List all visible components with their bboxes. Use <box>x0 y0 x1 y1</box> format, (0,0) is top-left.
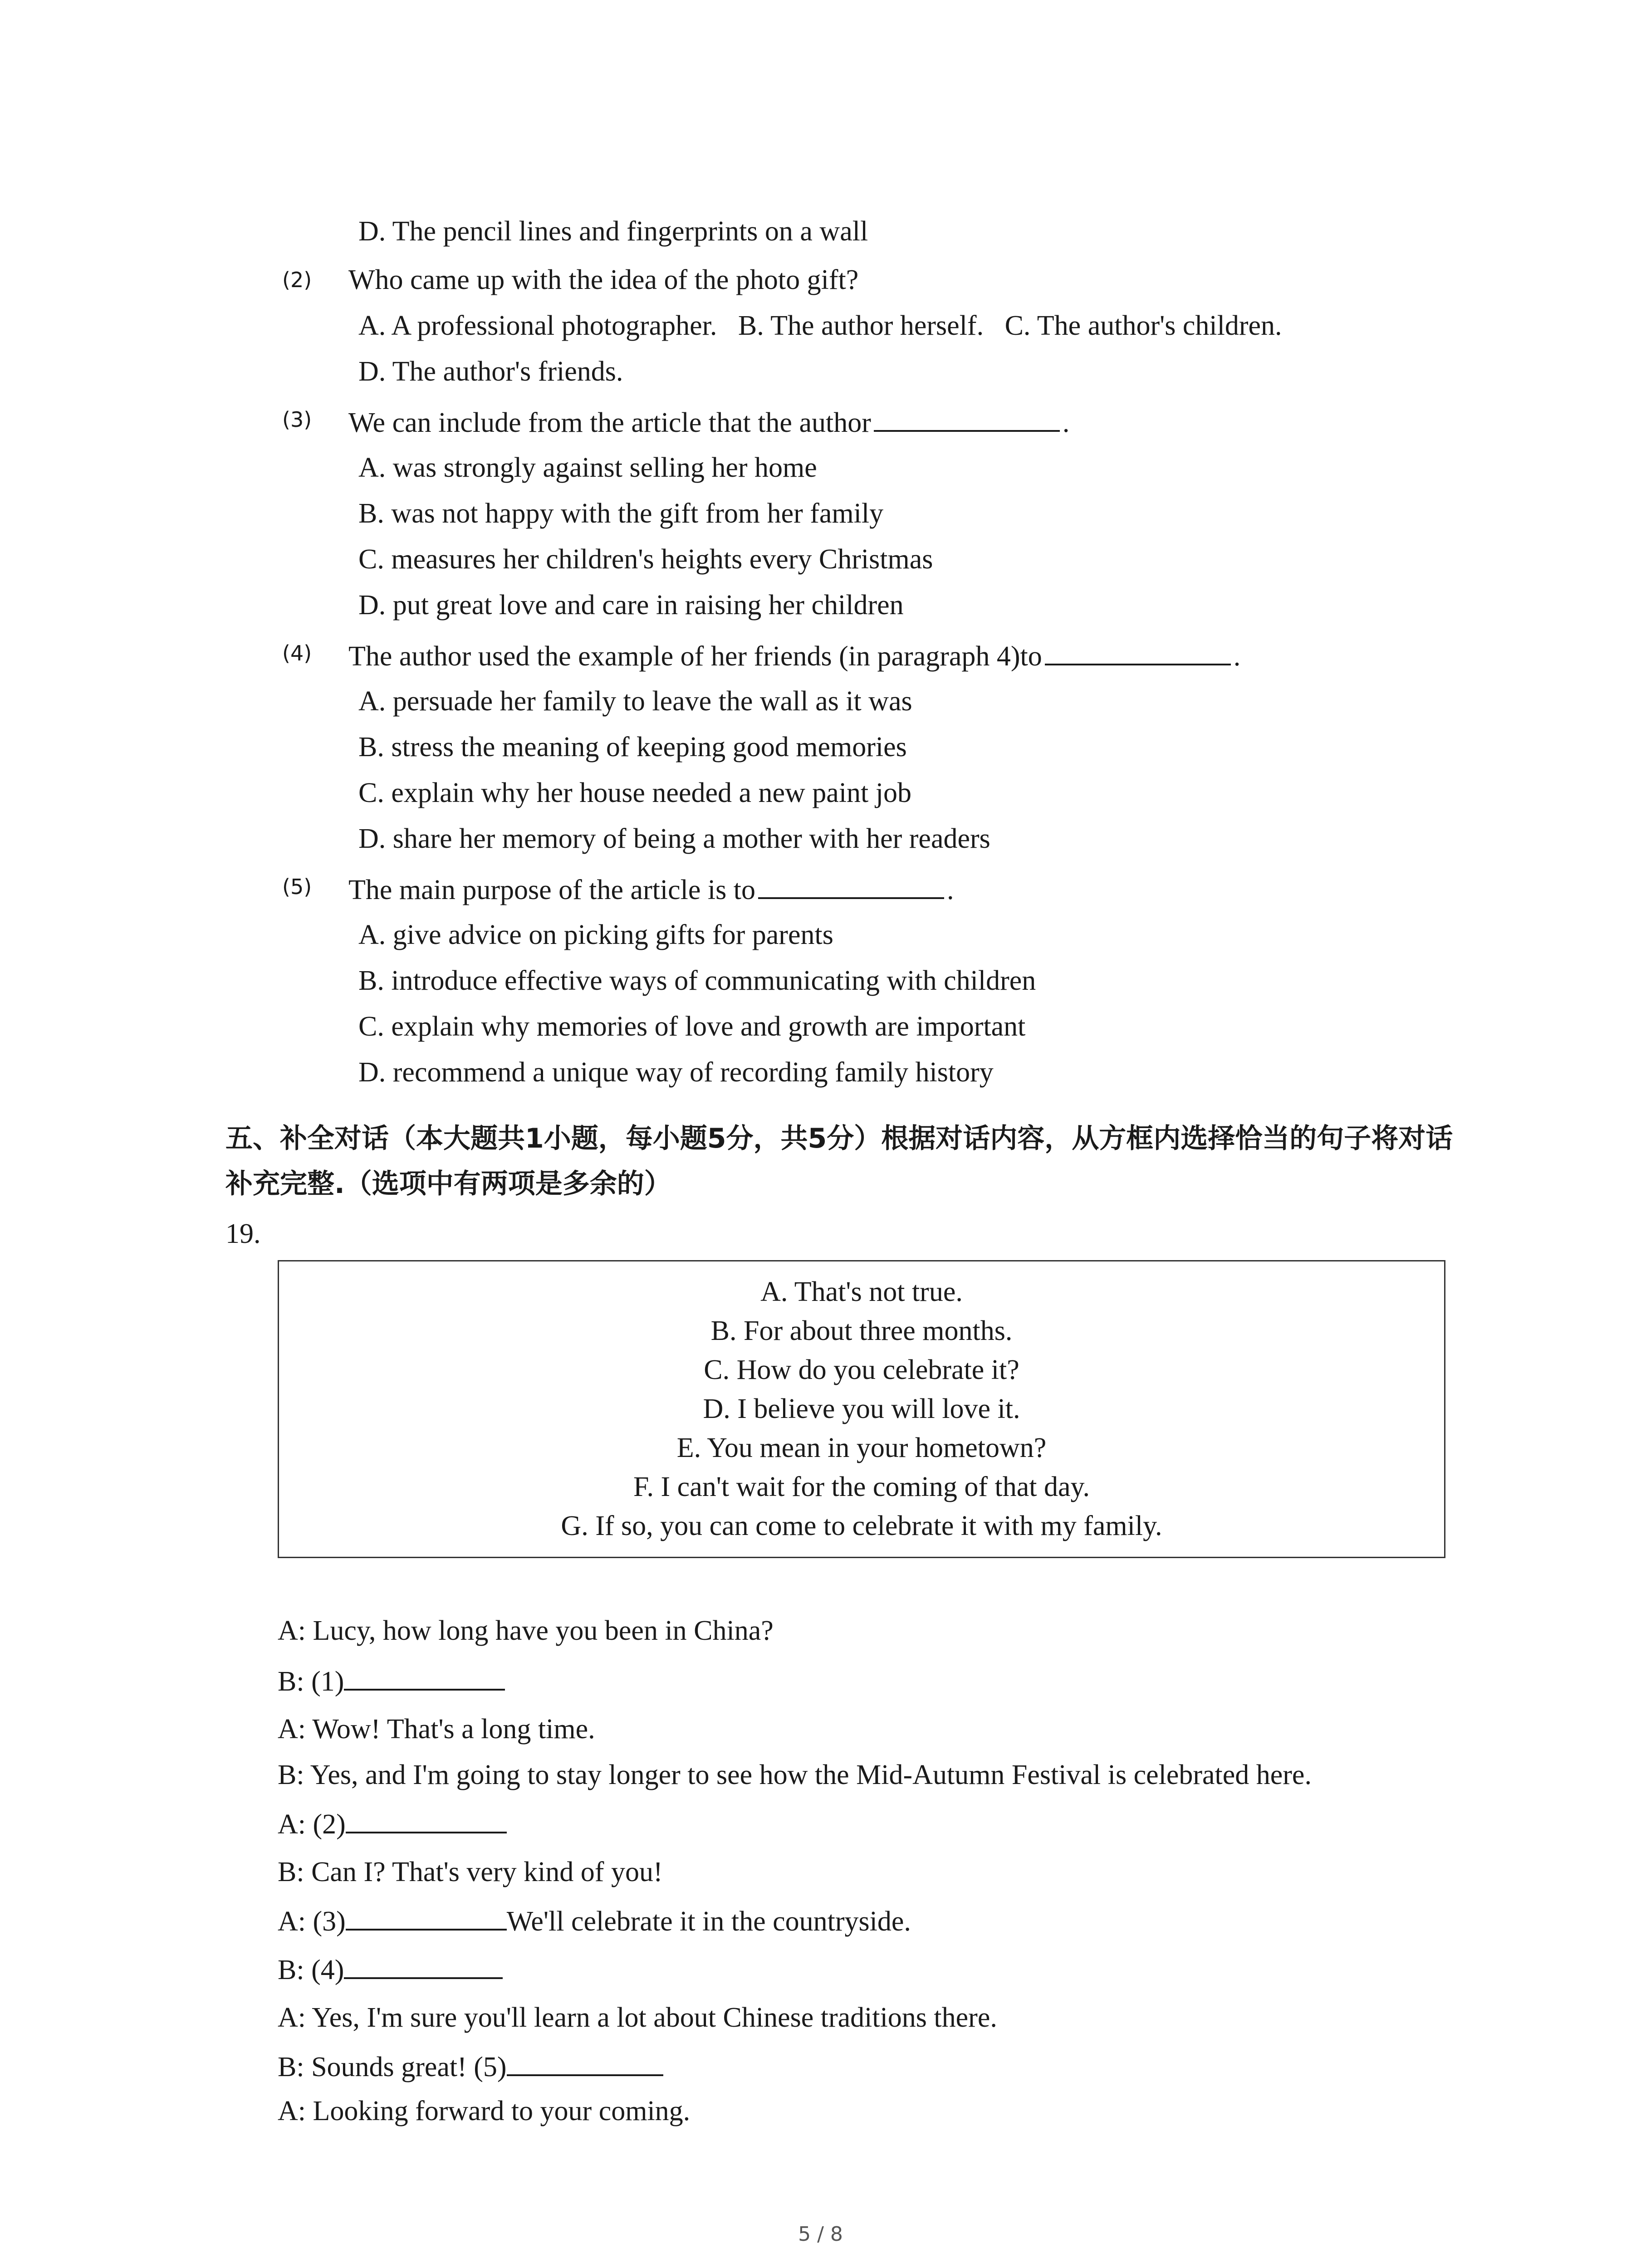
q3-end: . <box>1062 407 1070 438</box>
box-option-g: G. If so, you can come to celebrate it with my family. <box>561 1510 1162 1541</box>
q3-option-d: D. put great love and care in raising her children <box>358 590 904 621</box>
q2-options-abc: A. A professional photographer. B. The author herself. C. The author's children. <box>358 310 1282 341</box>
dialogue-blank-4[interactable] <box>344 1951 503 1979</box>
dialogue-b-4-label: B: (4) <box>278 1955 344 1985</box>
options-box <box>278 1260 1445 1558</box>
q4-number: (4) <box>282 641 312 665</box>
q3-stem-line <box>348 404 1069 441</box>
q5-option-d: D. recommend a unique way of recording family history <box>358 1057 994 1088</box>
q3-option-b: B. was not happy with the gift from her family <box>358 498 884 529</box>
box-option-d: D. I believe you will love it. <box>703 1393 1020 1424</box>
box-option-e: E. You mean in your hometown? <box>676 1432 1047 1463</box>
dialogue-line-3: A: Wow! That's a long time. <box>278 1714 595 1745</box>
q5-option-a: A. give advice on picking gifts for parents <box>358 919 833 950</box>
q4-option-a: A. persuade her family to leave the wall as it was <box>358 686 912 717</box>
dialogue-b-5-label: B: Sounds great! (5) <box>278 2052 507 2082</box>
box-option-a: A. That's not true. <box>760 1276 963 1307</box>
dialogue-blank-2[interactable] <box>346 1805 507 1833</box>
dialogue-a-3-label: A: (3) <box>278 1906 346 1937</box>
q4-stem-line <box>348 637 1240 675</box>
q3-stem: We can include from the article that the author <box>348 407 871 438</box>
dialogue-line-2 <box>278 1662 508 1700</box>
q4-end: . <box>1233 641 1241 672</box>
q5-stem-line <box>348 871 954 908</box>
dialogue-b-1-label: B: (1) <box>278 1666 344 1697</box>
box-option-f: F. I can't wait for the coming of that day. <box>633 1471 1090 1502</box>
dialogue-line-9: A: Yes, I'm sure you'll learn a lot about Chinese traditions there. <box>278 2002 997 2033</box>
question-19-number: 19. <box>225 1218 261 1249</box>
dialogue-line-6: B: Can I? That's very kind of you! <box>278 1857 663 1887</box>
q5-end: . <box>947 875 954 905</box>
q2-number: (2) <box>282 268 312 292</box>
page-number: 5 / 8 <box>798 2223 843 2246</box>
q3-answer-blank[interactable] <box>874 404 1060 432</box>
dialogue-line-5 <box>278 1805 509 1843</box>
q5-number: (5) <box>282 875 312 899</box>
q2-stem: Who came up with the idea of the photo gift? <box>348 264 859 295</box>
dialogue-line-11: A: Looking forward to your coming. <box>278 2096 691 2126</box>
dialogue-line-10 <box>278 2048 666 2085</box>
dialogue-line-7 <box>278 1902 911 1940</box>
q4-option-b: B. stress the meaning of keeping good memories <box>358 732 907 763</box>
dialogue-a-3-rest: We'll celebrate it in the countryside. <box>506 1906 911 1937</box>
q4-stem: The author used the example of her friends (in paragraph 4)to <box>348 641 1042 672</box>
dialogue-a-2-label: A: (2) <box>278 1809 346 1840</box>
dialogue-blank-3[interactable] <box>346 1902 507 1931</box>
q4-option-d: D. share her memory of being a mother with her readers <box>358 823 990 854</box>
dialogue-line-4: B: Yes, and I'm going to stay longer to see how the Mid-Autumn Festival is celebrated here. <box>278 1760 1312 1790</box>
q3-option-c: C. measures her children's heights every Christmas <box>358 544 933 575</box>
dialogue-line-1: A: Lucy, how long have you been in China? <box>278 1615 774 1646</box>
q1-option-d: D. The pencil lines and fingerprints on a wall <box>358 216 868 247</box>
dialogue-blank-1[interactable] <box>344 1662 505 1691</box>
q4-answer-blank[interactable] <box>1045 637 1231 665</box>
q5-option-c: C. explain why memories of love and growth are important <box>358 1011 1026 1042</box>
q3-option-a: A. was strongly against selling her home <box>358 452 817 483</box>
q4-option-c: C. explain why her house needed a new paint job <box>358 777 911 808</box>
q2-option-d: D. The author's friends. <box>358 356 623 387</box>
dialogue-line-8 <box>278 1951 505 1988</box>
q3-number: (3) <box>282 407 312 432</box>
q5-option-b: B. introduce effective ways of communicating with children <box>358 965 1036 996</box>
box-option-c: C. How do you celebrate it? <box>704 1354 1019 1385</box>
box-option-b: B. For about three months. <box>710 1315 1013 1346</box>
section-five-heading: 五、补全对话（本大题共1小题，每小题5分，共5分）根据对话内容，从方框内选择恰当的句子将对话补充完整.（选项中有两项是多余的） <box>225 1123 1453 1200</box>
q5-answer-blank[interactable] <box>758 871 944 899</box>
q5-stem: The main purpose of the article is to <box>348 875 756 905</box>
dialogue-blank-5[interactable] <box>507 2048 663 2076</box>
